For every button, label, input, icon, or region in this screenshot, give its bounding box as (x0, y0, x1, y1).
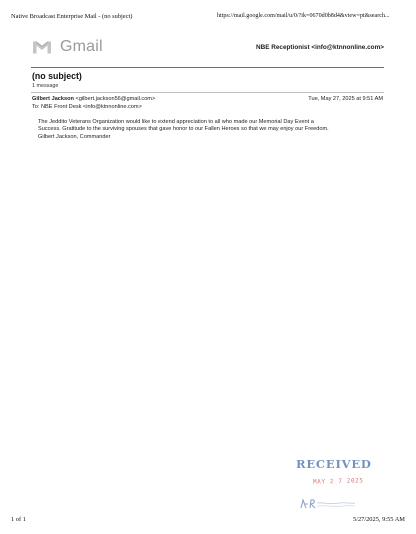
gmail-m-icon (32, 38, 52, 56)
recipient-line: To: NBE Front Desk <info@ktnnonline.com> (32, 104, 142, 110)
body-line: The Jeddito Veterans Organization would like to extend appreciation to all who made our Memorial Day Event a (38, 119, 314, 125)
message-body (38, 119, 388, 141)
message-divider (31, 92, 384, 93)
gmail-logo (32, 38, 103, 56)
body-line: Gilbert Jackson, Commander (38, 133, 111, 140)
sender-line (32, 96, 155, 102)
account-label: NBE Receptionist <info@ktnnonline.com> (255, 44, 384, 51)
message-count: 1 message (32, 83, 59, 89)
body-line: Success. Gratitude to the surviving spouses that gave honor to our Fallen Heroes so that we may enjoy our Freedom. (38, 126, 329, 133)
sender-email: <gilbert.jackson56@gmail.com> (75, 96, 156, 102)
message-date: Tue, May 27, 2025 at 9:51 AM (308, 96, 383, 102)
received-stamp-date: MAY 2 7 2025 (312, 477, 364, 486)
print-footer-timestamp: 5/27/2025, 9:55 AM (352, 516, 405, 523)
stamp-initials-signature (299, 497, 357, 511)
print-header-url: https://mail.google.com/mail/u/0/?ik=0670d0b8d4&view=pt&search... (217, 13, 390, 19)
header-divider (31, 67, 384, 68)
print-header-title: Native Broadcast Enterprise Mail - (no subject) (11, 13, 133, 20)
gmail-wordmark: Gmail (60, 38, 103, 55)
thread-subject: (no subject) (32, 71, 82, 81)
print-footer-page: 1 of 1 (11, 516, 26, 523)
sender-name: Gilbert Jackson (32, 96, 74, 102)
received-stamp: RECEIVED (296, 457, 372, 471)
